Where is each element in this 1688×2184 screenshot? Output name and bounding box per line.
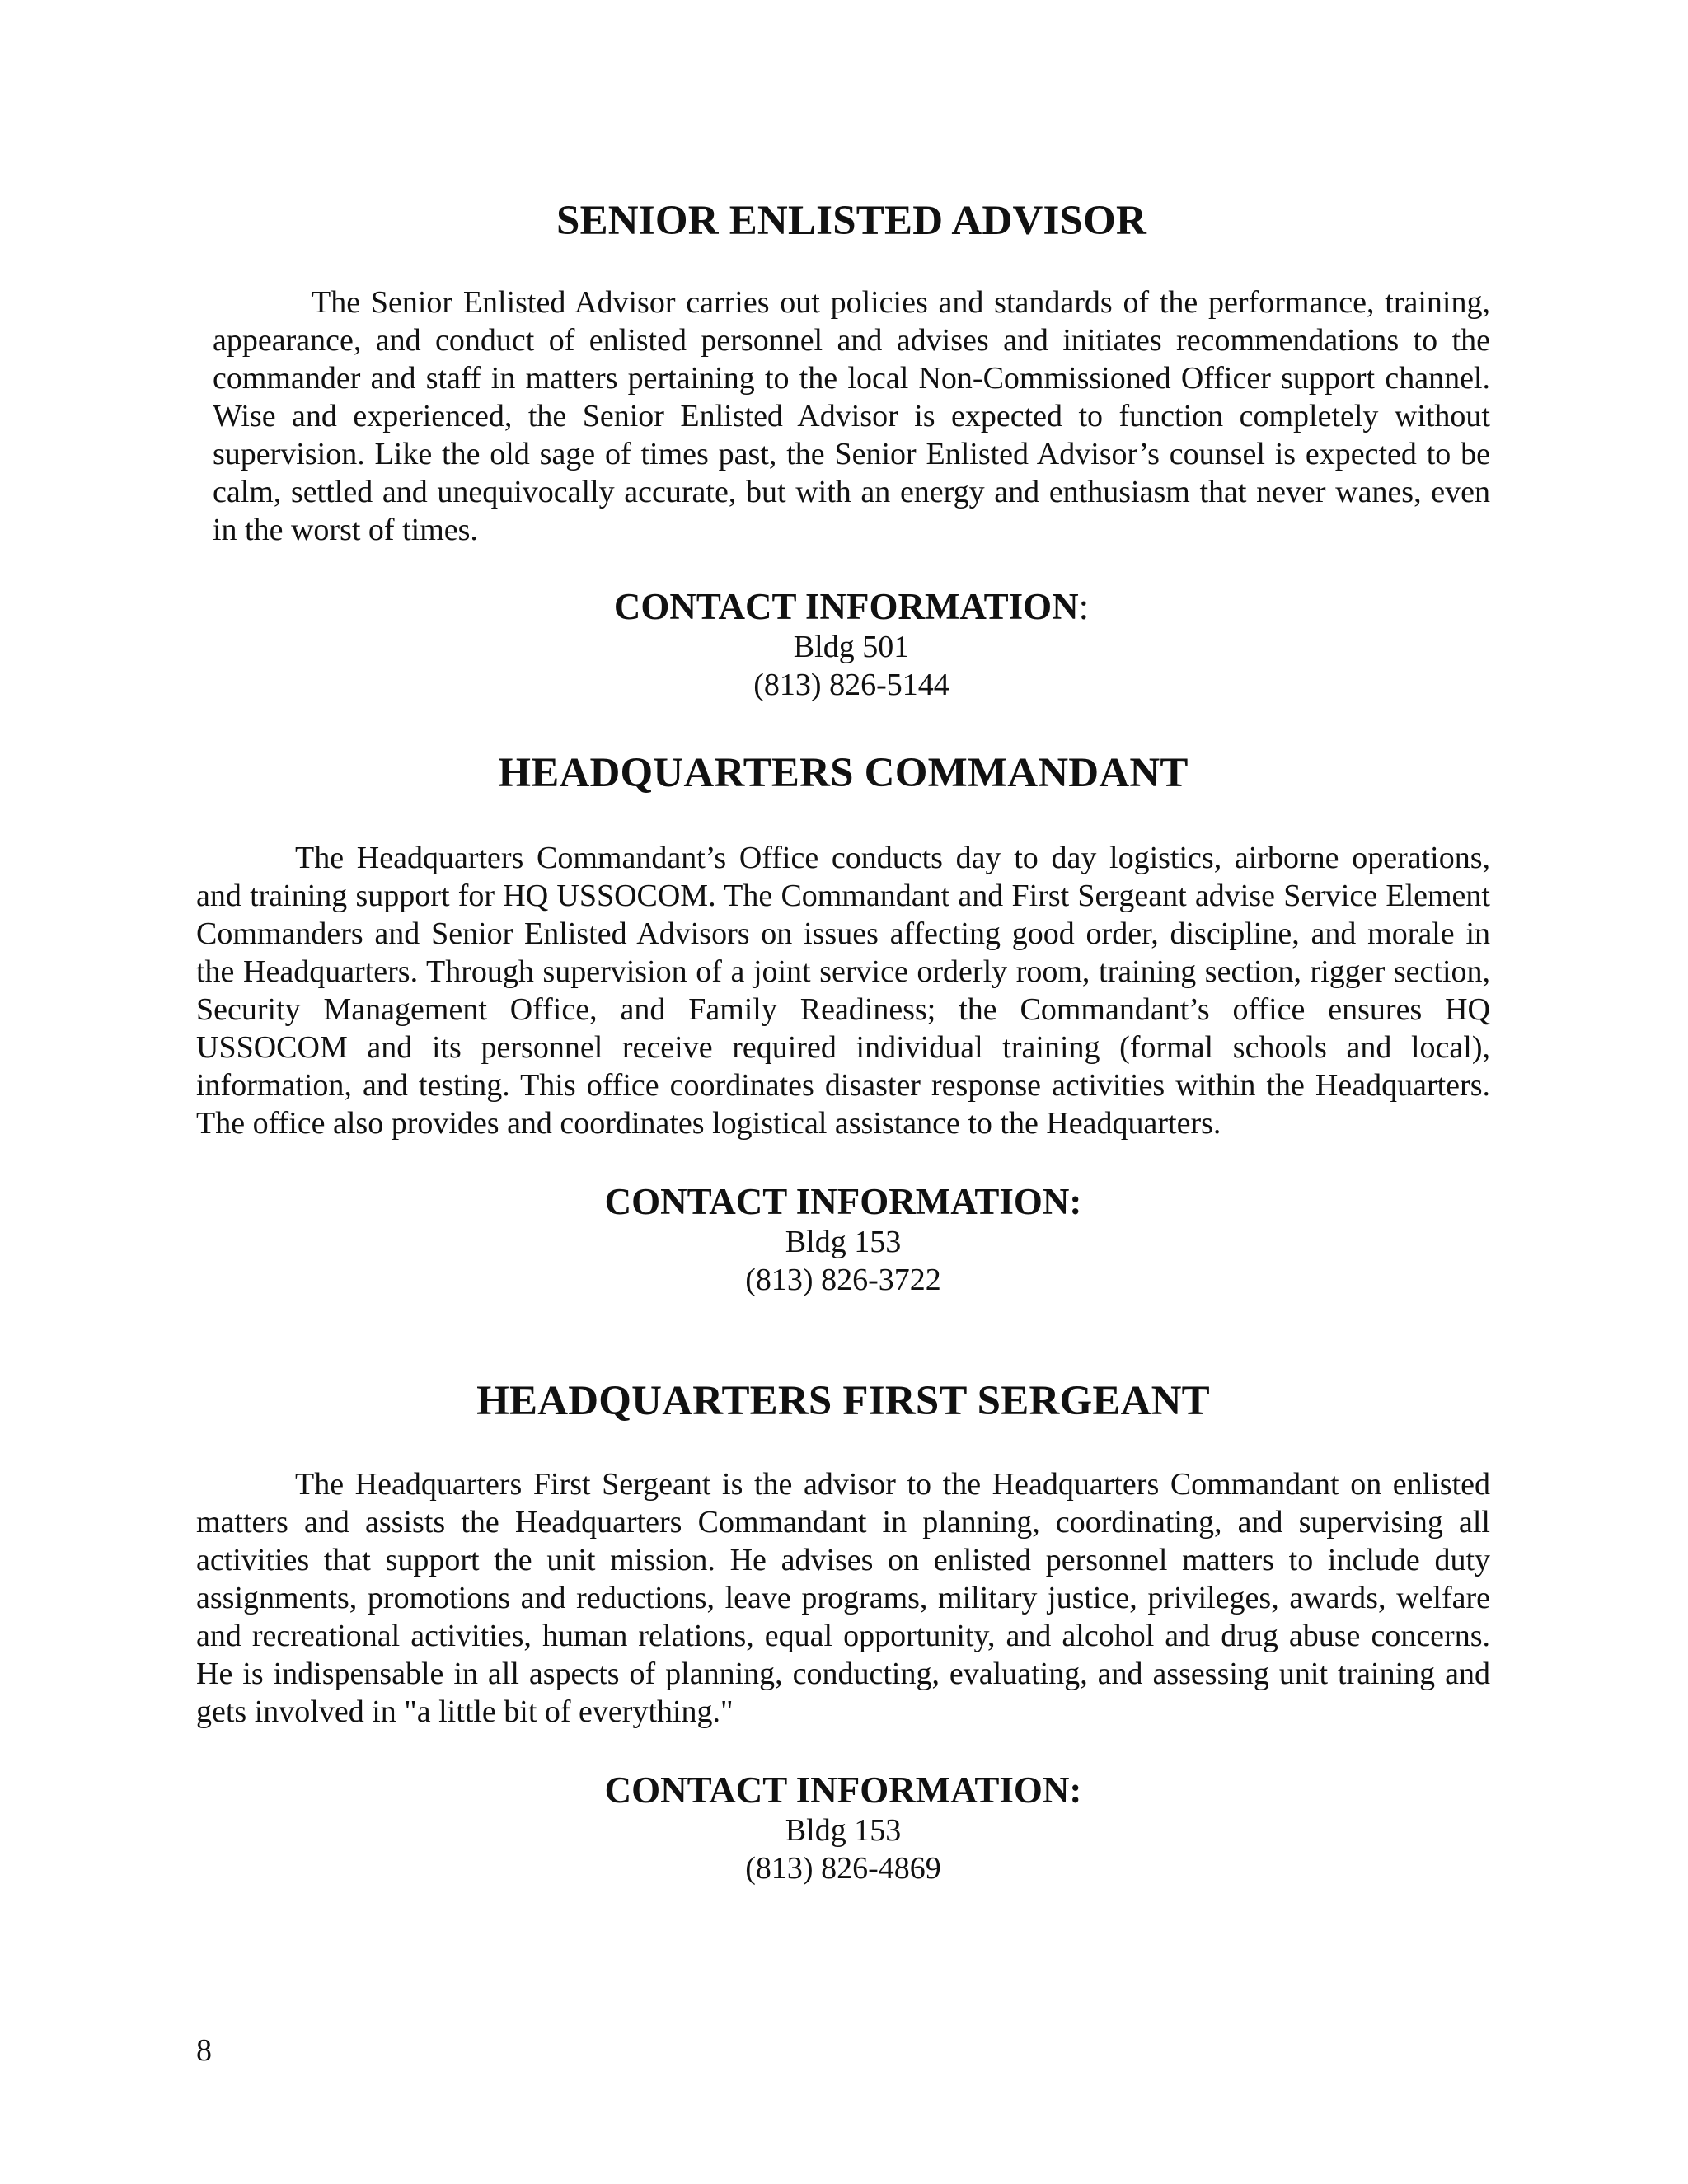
contact-building: Bldg 153 xyxy=(785,1225,902,1259)
contact-heading: CONTACT INFORMATION: xyxy=(604,1181,1082,1222)
section-senior-enlisted-advisor xyxy=(213,196,1490,704)
section-headquarters-first-sergeant xyxy=(196,1376,1490,1887)
contact-heading xyxy=(213,585,1490,628)
contact-building: Bldg 501 xyxy=(793,630,910,664)
section-headquarters-commandant xyxy=(196,748,1490,1299)
contact-heading-text: CONTACT INFORMATION xyxy=(613,586,1079,627)
section-title: SENIOR ENLISTED ADVISOR xyxy=(556,198,1146,244)
section-body: The Headquarters Commandant’s Office conducts day to day logistics, airborne operations, and training support for HQ USSOCOM. The Commandant and First Sergeant advise Service Element Commanders and Senior Enlisted Advisors on issues affecting good order, discipline, and morale in the Headquarters. Through supervision of a joint service orderly room, training section, rigger section, Security Management Office, and Family Readiness; the Commandant’s office ensures HQ USSOCOM and its personnel receive required individual training (formal schools and local), information, and testing. This office coordinates disaster response activities within the Headquarters. The office also provides and coordinates logistical assistance to the Headquarters. xyxy=(196,841,1490,1141)
section-body: The Headquarters First Sergeant is the advisor to the Headquarters Commandant on enlisted matters and assists the Headquarters Commandant in planning, coordinating, and supervising all activities that support the unit mission. He advises on enlisted personnel matters to include duty assignments, promotions and reductions, leave programs, military justice, privileges, awards, welfare and recreational activities, human relations, equal opportunity, and alcohol and drug abuse concerns. He is indispensable in all aspects of planning, conducting, evaluating, and assessing unit training and gets involved in "a little bit of everything." xyxy=(196,1467,1490,1729)
contact-block xyxy=(196,1180,1490,1299)
section-body: The Senior Enlisted Advisor carries out policies and standards of the performance, training, appearance, and conduct of enlisted personnel and advises and initiates recommendations to the commander and staff in matters pertaining to the local Non-Commissioned Officer support channel. Wise and experienced, the Senior Enlisted Advisor is expected to function completely without supervision. Like the old sage of times past, the Senior Enlisted Advisor’s counsel is expected to be calm, settled and unequivocally accurate, but with an energy and enthusiasm that never wanes, even in the worst of times. xyxy=(213,285,1490,547)
section-title: HEADQUARTERS FIRST SERGEANT xyxy=(476,1378,1210,1424)
contact-heading: CONTACT INFORMATION: xyxy=(604,1769,1082,1811)
contact-phone: (813) 826-5144 xyxy=(753,668,950,702)
contact-building: Bldg 153 xyxy=(785,1813,902,1848)
contact-block xyxy=(196,1769,1490,1887)
contact-block xyxy=(213,585,1490,704)
contact-phone: (813) 826-4869 xyxy=(745,1851,941,1886)
page-number: 8 xyxy=(196,2033,212,2068)
contact-heading-colon: : xyxy=(1078,586,1090,627)
contact-phone: (813) 826-3722 xyxy=(745,1263,941,1297)
section-title: HEADQUARTERS COMMANDANT xyxy=(498,750,1189,796)
